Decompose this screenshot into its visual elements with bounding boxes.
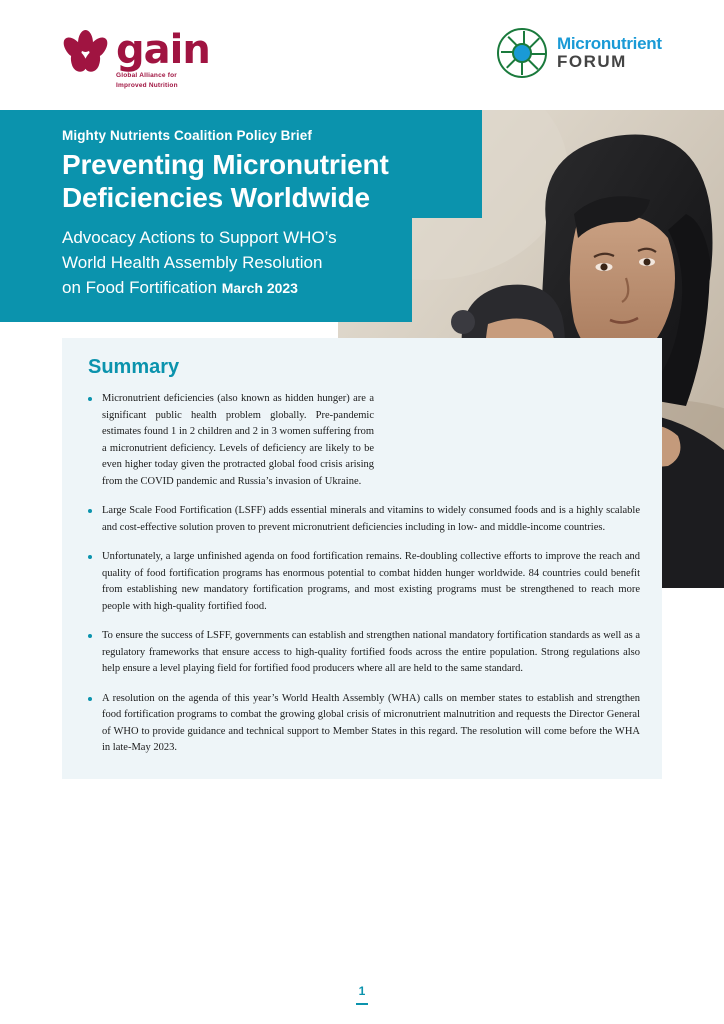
- page-number: 1: [358, 984, 366, 998]
- summary-bullet-list: [84, 391, 640, 757]
- list-item: To ensure the success of LSFF, governments can establish and strengthen national mandatory fortification standards as well as a regulatory frameworks that ensure access to high-quality fortified foods across the entire population. Strong regulations also help ensure a level playing field for fortified food producers where all are held to the same standard.: [84, 628, 640, 678]
- gain-wordmark: gain: [116, 27, 210, 73]
- list-item: Micronutrient deficiencies (also known as hidden hunger) are a significant public health problem globally. Pre-pandemic estimates found 1 in 2 children and 2 in 3 women suffering from a micronutrient deficiency. Levels of deficiency are likely to be even higher today given the protracted global food crisis arising from the COVID pandemic and Russia’s invasion of Ukraine.: [84, 391, 374, 490]
- forum-name-line1: Micronutrient: [557, 34, 662, 54]
- list-item: Unfortunately, a large unfinished agenda on food fortification remains. Re-doubling collective efforts to improve the reach and quality of food fortification programs has enormous potential to combat hidden hunger worldwide. 84 countries could benefit from establishing new mandatory fortification programs, and most existing programs must be strengthened to reach more people with high-quality fortified food.: [84, 549, 640, 615]
- gain-tagline-line2: Improved Nutrition: [116, 82, 178, 89]
- page-subtitle-line3: on Food Fortification: [62, 278, 217, 297]
- gain-tagline-line1: Global Alliance for: [116, 72, 177, 79]
- page-subtitle-line2: World Health Assembly Resolution: [62, 253, 323, 272]
- document-kicker: Mighty Nutrients Coalition Policy Brief: [62, 128, 312, 143]
- page-number-rule: [356, 1003, 368, 1005]
- page-subtitle: [62, 225, 392, 301]
- page-title-line2: Deficiencies Worldwide: [62, 182, 370, 213]
- page-header: [0, 0, 724, 110]
- gain-logo: [62, 27, 210, 90]
- summary-panel: [62, 338, 662, 779]
- forum-name-line2: FORUM: [557, 52, 627, 71]
- title-band: [0, 110, 412, 322]
- page-title-line1: Preventing Micronutrient: [62, 149, 389, 180]
- page-subtitle-line1: Advocacy Actions to Support WHO’s: [62, 228, 337, 247]
- summary-heading: Summary: [88, 356, 180, 378]
- publication-date: March 2023: [221, 280, 298, 296]
- page-title: [62, 148, 482, 214]
- micronutrient-forum-wheel-icon: [497, 28, 547, 78]
- micronutrient-forum-logo: [497, 28, 662, 78]
- list-item: A resolution on the agenda of this year’s World Health Assembly (WHA) calls on member states to establish and strengthen food fortification programs to combat the growing global crisis of micronutrient malnutrition and requests the Director General of WHO to provide guidance and technical support to Member States in this regard. The resolution will come before the WHA in late-May 2023.: [84, 691, 640, 757]
- gain-flower-icon: [62, 30, 108, 76]
- list-item: Large Scale Food Fortification (LSFF) adds essential minerals and vitamins to widely consumed foods and is a highly scalable and cost-effective solution proven to prevent micronutrient deficiencies including in low- and middle-income countries.: [84, 503, 640, 536]
